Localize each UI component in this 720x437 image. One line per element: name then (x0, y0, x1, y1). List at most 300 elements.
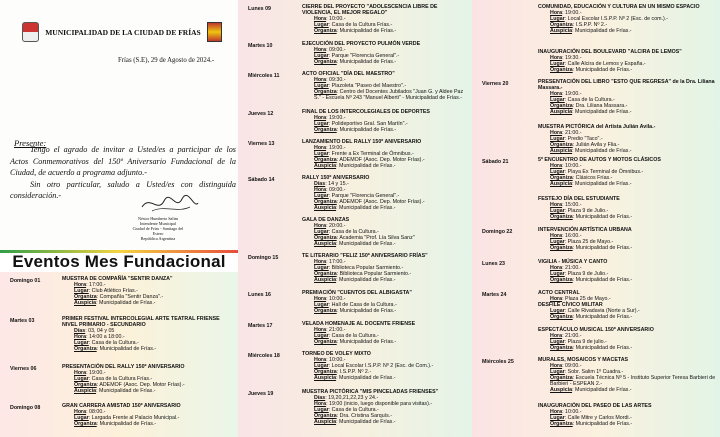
detail-label: Hora (314, 145, 327, 152)
event-detail-line: Organiza: Municipalidad de Frías.- (314, 127, 397, 134)
detail-value: ADEMOF (Asoc. Dep. Motor Frías).- (339, 199, 425, 206)
event-detail-line: Auspicia: Municipalidad de Frías.- (550, 28, 632, 35)
detail-value: Largada Frente al Palacio Municipal.- (91, 415, 180, 422)
detail-label: Organiza (314, 369, 337, 376)
detail-label: Lugar (314, 363, 329, 370)
detail-value: Dra. Liliana Massara.- (575, 103, 628, 110)
detail-value: Municipalidad de Frías.- (99, 346, 157, 353)
event-detail-line: Lugar: Hall de Casa de la Cultura.- (314, 302, 397, 309)
event-detail-line: Lugar: Plaza 9 de Julio.- (550, 271, 609, 278)
event-details (62, 364, 230, 394)
detail-label: Lugar (550, 169, 565, 176)
event-detail-line: Lugar: Biblioteca Popular Sarmiento.- (314, 265, 404, 272)
detail-value: Municipalidad de Frías.- (339, 419, 396, 426)
event-detail-line: Hora: 17:00.- (314, 259, 346, 266)
event-detail-line: Auspicia: Municipalidad de Frías.- (314, 205, 396, 212)
detail-label: Hora (314, 357, 327, 364)
detail-value: 19:00.- (329, 145, 346, 152)
event-details (538, 79, 718, 116)
event-detail-line: Lugar: Casa de la Cultura Frías.- (314, 22, 393, 29)
events-title: Eventos Mes Fundacional (12, 252, 226, 271)
event-detail-line: Auspicia: Municipalidad de Frías.- (314, 419, 396, 426)
event-detail-line: Hora: 08:00.- (74, 409, 106, 416)
event-detail-line: Organiza: Clásicos Frías.- (550, 175, 613, 182)
detail-label: Organiza (314, 339, 337, 346)
event-title: ACTO OFICIAL "DÍA DEL MAESTRO" (302, 71, 395, 77)
event-details (302, 217, 468, 247)
invitation-letter (0, 0, 238, 255)
detail-value: Parque "Florencia General".- (331, 53, 400, 60)
event-title: CIERRE DEL PROYECTO "ADOLESCENCIA LIBRE DE VIOLENCIA, EL MEJOR REGALO" (302, 4, 438, 17)
detail-label: Organiza (314, 235, 337, 242)
event-detail-line: Lugar: Plaza 25 de Mayo.- (550, 239, 614, 246)
detail-label: Auspicia (314, 205, 337, 212)
event-details (302, 4, 468, 34)
detail-value: Polideportivo Gral. San Martín".- (331, 121, 408, 128)
detail-label: Lugar (314, 302, 329, 309)
event-detail-line: Organiza: Municipalidad de Frías.- (550, 314, 633, 321)
event-details (538, 403, 718, 427)
detail-label: Días (314, 181, 326, 188)
event-details (538, 327, 718, 351)
event-day: Domingo 22 (482, 229, 513, 235)
detail-label: Organiza (550, 175, 573, 182)
event-detail-line: Organiza: Julián Avila y Flia.- (550, 142, 620, 149)
event-details (538, 227, 718, 251)
detail-label: Lugar (550, 61, 565, 68)
event-detail-line: Organiza: Municipalidad de Frías.- (314, 339, 397, 346)
event-detail-line: Hora: 21:00.- (550, 333, 582, 340)
event-detail-line: Hora: 19:00.- (314, 115, 346, 122)
detail-label: Organiza (314, 157, 337, 164)
event-day: Sábado 14 (248, 177, 275, 183)
detail-value: Municipalidad de Frías.- (99, 421, 157, 428)
detail-label: Hora (314, 77, 327, 84)
event-detail-line: Organiza: ADEMOF (Asoc. Dep. Motor Frías).- (314, 157, 425, 164)
event-detail-line: Lugar: Parque "Florencia General".- (314, 53, 400, 60)
detail-value: ADEMOF (Asoc. Dep. Motor Frías).- (99, 382, 185, 389)
event-details (538, 124, 718, 154)
detail-value: 21:00.- (329, 327, 346, 334)
detail-value: 10:00.- (329, 16, 346, 23)
detail-label: Lugar (550, 271, 565, 278)
event-detail-line: Hora: 09:00.- (550, 363, 582, 370)
detail-value: Municipalidad de Frías.- (339, 241, 396, 248)
detail-label: Organiza (550, 103, 573, 110)
detail-value: Municipalidad de Frías.- (575, 245, 633, 252)
event-detail-line: Organiza: Municipalidad de Frías.- (314, 28, 397, 35)
detail-label: Hora (314, 115, 327, 122)
event-detail-line: Organiza: Compañía "Sentir Danza".- (74, 294, 164, 301)
detail-value: Municipalidad de Frías.- (339, 28, 397, 35)
event-detail-line: Hora: Plaza 25 de Mayo.- (550, 296, 611, 303)
detail-value: 21:00.- (565, 130, 582, 137)
detail-label: Lugar (550, 308, 565, 315)
event-details (62, 316, 230, 353)
detail-label: Auspicia (314, 163, 337, 170)
event-day: Miércoles 18 (248, 353, 280, 359)
event-day: Jueves 19 (248, 391, 274, 397)
detail-label: Lugar (314, 333, 329, 340)
event-detail-line: Auspicia: Municipalidad de Frías.- (550, 148, 632, 155)
detail-label: Hora (314, 327, 327, 334)
event-detail-line: Lugar: Sobr. Salim 1º Cuadra.- (550, 369, 624, 376)
event-details (302, 351, 468, 381)
detail-label: Organiza (550, 214, 573, 221)
letter-paragraph: Sin otro particular, saludo a Usted/es con distinguida consideración.- (10, 179, 236, 200)
detail-label: Organiza (550, 277, 573, 284)
event-title: EJECUCIÓN DEL PROYECTO PULMÓN VERDE (302, 41, 421, 47)
detail-value: 10:00.- (329, 296, 346, 303)
events-panel-left (0, 272, 238, 437)
event-detail-line: Lugar: Local Escolar I.S.P.P. Nº 2 (Esc. de com.).- (550, 16, 669, 23)
event-title: FINAL DE LOS INTERCOLEGIALES DE DEPORTES (302, 109, 430, 115)
event-detail-line: Lugar: Calle Mitre y Carlos Mordi.- (550, 415, 632, 422)
detail-value: Casa de la Cultura.- (331, 407, 379, 414)
signature-scribble (140, 193, 200, 215)
detail-value: 19:00.- (89, 370, 106, 377)
detail-label: Hora (550, 130, 563, 137)
event-detail-line: Lugar: Playa Ex Terminal de Ómnibus.- (550, 169, 644, 176)
event-detail-line: Auspicia: Municipalidad de Frías.- (550, 109, 632, 116)
detail-label: Hora (314, 223, 327, 230)
event-title: TE LITERARIO "FELIZ 150º ANIVERSARIO FRÍAS" (302, 253, 428, 259)
event-detail-line: Organiza: Dra. Cristina Sarquís.- (314, 413, 393, 420)
detail-value: Centro del Docentes Jubilados "Juan G. y Aldee Paz S." - Escuela Nº 243 "Manuel Alberti" - Municipalidad de Frías.- (314, 89, 464, 102)
event-detail-line: Hora: 19:00.- (74, 370, 106, 377)
event-detail-line: Auspicia: Municipalidad de Frías.- (74, 300, 156, 307)
detail-value: Casa de la Cultura Frías.- (91, 376, 153, 383)
event-details (538, 4, 718, 34)
detail-value: Biblioteca Popular Sarmiento.- (339, 271, 412, 278)
event-detail-line: Lugar: Polideportivo Gral. San Martín".- (314, 121, 408, 128)
event-detail-line: Lugar: Plazoleta "Paseo del Maestro".- (314, 83, 407, 90)
detail-label: Hora (550, 10, 563, 17)
detail-value: 09:00.- (565, 363, 582, 370)
greeting: Presente: (14, 138, 47, 148)
detail-value: Calle Alcira de Lemos y España.- (567, 61, 646, 68)
detail-value: Parque "Florencia General".- (331, 193, 400, 200)
detail-label: Organiza (314, 28, 337, 35)
detail-label: Auspicia (550, 181, 573, 188)
event-details (62, 276, 230, 306)
detail-value: Municipalidad de Frías.- (339, 205, 396, 212)
event-detail-line: Organiza: Escuela Técnica Nº 5 - Instituto Superior Teresa Barbieri de Barbieri - ESPEAN 2.- (550, 375, 716, 388)
events-panel-middle (238, 0, 472, 437)
detail-value: Playa Ex Terminal de Ómnibus.- (567, 169, 644, 176)
detail-value: Plaza 9 de Julio.- (567, 208, 609, 215)
detail-label: Lugar (550, 239, 565, 246)
detail-label: Organiza (550, 22, 573, 29)
detail-value: Plaza 9 de Julio.- (567, 271, 609, 278)
detail-value: Dra. Cristina Sarquís.- (339, 413, 393, 420)
detail-label: Lugar (314, 193, 329, 200)
event-detail-line: Organiza: Municipalidad de Frías.- (550, 345, 633, 352)
detail-value: 21:00.- (565, 333, 582, 340)
event-detail-line: Lugar: Predio "Taco".- (550, 136, 603, 143)
detail-value: Escuela Técnica Nº 5 - Instituto Superior Teresa Barbieri de Barbieri - ESPEAN 2.- (550, 375, 716, 388)
event-details (302, 139, 468, 169)
detail-value: 19:00 (inicio, luego disponible para visitas).- (329, 401, 433, 408)
event-day: Viernes 20 (482, 81, 509, 87)
detail-value: Frente a Ex Terminal de Ómnibus.- (331, 151, 414, 158)
event-title: 5º ENCUENTRO DE AUTOS Y MOTOS CLÁSICOS (538, 157, 661, 163)
event-title: ESPECTÁCULO MUSICAL 150º ANIVERSARIO (538, 327, 654, 333)
detail-label: Auspicia (74, 300, 97, 307)
event-detail-line: Organiza: Municipalidad de Frías.- (550, 214, 633, 221)
detail-value: I.S.P.P. Nº 2.- (339, 369, 372, 376)
detail-label: Organiza (550, 375, 573, 382)
detail-value: 14 y 15.- (328, 181, 349, 188)
detail-label: Lugar (550, 97, 565, 104)
event-day: Viernes 06 (10, 366, 37, 372)
detail-label: Lugar (550, 369, 565, 376)
detail-value: Plazoleta "Paseo del Maestro".- (331, 83, 407, 90)
event-title: INAUGURACIÓN DEL PASEO DE LAS ARTES (538, 403, 652, 409)
detail-label: Organiza (314, 89, 337, 96)
event-day: Domingo 01 (10, 278, 41, 284)
event-day: Martes 10 (248, 43, 273, 49)
event-detail-line: Lugar: Plaza 9 de Julio.- (550, 208, 609, 215)
event-details (538, 357, 718, 394)
event-detail-line: Auspicia: Municipalidad de Frías.- (550, 387, 632, 394)
detail-value: 03, 04 y 05 (88, 328, 115, 335)
event-detail-line: Auspicia: Municipalidad de Frías.- (314, 277, 396, 284)
detail-value: Predio "Taco".- (567, 136, 603, 143)
detail-label: Auspicia (314, 277, 337, 284)
detail-label: Auspicia (550, 109, 573, 116)
detail-value: 08:00.- (89, 409, 106, 416)
event-detail-line: Auspicia: Municipalidad de Frías.- (314, 241, 396, 248)
detail-value: Municipalidad de Frías.- (339, 375, 396, 382)
event-detail-line: Organiza: Academia "Prof. Lía Silva Sanz" (314, 235, 415, 242)
detail-value: 17:00.- (329, 259, 346, 266)
detail-value: Casa de la Cultura.- (91, 340, 139, 347)
event-detail-line: Hora: 10:00.- (550, 409, 582, 416)
detail-label: Organiza (314, 308, 337, 315)
event-detail-line: Hora: 14:00 a 18:00.- (74, 334, 125, 341)
event-detail-line: Días: 19,20,21,22,23 y 24.- (314, 395, 379, 402)
detail-label: Hora (550, 409, 563, 416)
detail-label: Lugar (314, 83, 329, 90)
detail-value: 21:00.- (565, 265, 582, 272)
detail-value: Municipalidad de Frías.- (575, 109, 632, 116)
detail-label: Organiza (314, 199, 337, 206)
event-detail-line: Lugar: Parque "Florencia General".- (314, 193, 400, 200)
event-detail-line: Hora: 19:30.- (550, 55, 582, 62)
detail-value: Casa de la Cultura.- (567, 97, 615, 104)
event-title: FESTEJO DÍA DEL ESTUDIANTE (538, 196, 620, 202)
event-detail-line: Organiza: Municipalidad de Frías.- (550, 277, 633, 284)
detail-label: Hora (314, 187, 327, 194)
event-details (302, 41, 468, 65)
event-day: Martes 03 (10, 318, 35, 324)
event-detail-line: Organiza: Municipalidad de Frías.- (314, 59, 397, 66)
detail-label: Organiza (550, 314, 573, 321)
detail-value: 19:00.- (329, 115, 346, 122)
event-title: GRAN CARRERA AMISTAD 150º ANIVERSARIO (62, 403, 181, 409)
detail-value: Clásicos Frías.- (575, 175, 613, 182)
event-title: VIGILIA - MÚSICA Y CANTO (538, 259, 608, 265)
event-detail-line: Organiza: Municipalidad de Frías.- (74, 421, 157, 428)
detail-label: Lugar (314, 121, 329, 128)
detail-value: Municipalidad de Frías.- (575, 214, 633, 221)
detail-value: 10:00.- (329, 357, 346, 364)
event-details (302, 321, 468, 345)
event-detail-line: Hora: 09:30.- (314, 77, 346, 84)
detail-value: Hall de Casa de la Cultura.- (331, 302, 397, 309)
event-detail-line: Auspicia: Municipalidad de Frías.- (74, 388, 156, 395)
event-detail-line: Organiza: I.S.P.P. Nº 2.- (314, 369, 372, 376)
detail-value: 09:30.- (329, 77, 346, 84)
detail-value: Municipalidad de Frías.- (575, 387, 632, 394)
detail-value: Academia "Prof. Lía Silva Sanz" (339, 235, 415, 242)
event-detail-line: Días: 03, 04 y 05 (74, 328, 115, 335)
detail-value: 17:00.- (89, 282, 106, 289)
detail-label: Hora (314, 16, 327, 23)
event-day: Viernes 13 (248, 141, 275, 147)
event-title: COMUNIDAD, EDUCACIÓN Y CULTURA EN UN MISMO ESPACIO (538, 4, 700, 10)
detail-value: Municipalidad de Frías.- (339, 59, 397, 66)
detail-value: Biblioteca Popular Sarmiento.- (331, 265, 404, 272)
detail-label: Hora (314, 296, 327, 303)
detail-value: Calle Mitre y Carlos Mordi.- (567, 415, 632, 422)
detail-label: Hora (74, 409, 87, 416)
detail-value: Plaza 9 de julio.- (567, 339, 607, 346)
event-details (538, 259, 718, 283)
event-title: VELADA HOMENAJE AL DOCENTE FRIENSE (302, 321, 416, 327)
event-title: TORNEO DE VOLEY MIXTO (302, 351, 371, 357)
detail-label: Lugar (550, 339, 565, 346)
detail-value: Municipalidad de Frías.- (575, 277, 633, 284)
detail-value: 19:00.- (565, 10, 582, 17)
signature-line: Intendente Municipal (140, 221, 176, 226)
detail-label: Organiza (550, 245, 573, 252)
detail-label: Hora (550, 363, 563, 370)
event-detail-line: Organiza: Dra. Liliana Massara.- (550, 103, 628, 110)
municipality-name: MUNICIPALIDAD DE LA CIUDAD DE FRÍAS (45, 27, 201, 37)
detail-label: Organiza (550, 67, 573, 74)
detail-label: Auspicia (550, 28, 573, 35)
detail-label: Organiza (74, 294, 97, 301)
letter-body (10, 144, 236, 202)
detail-label: Lugar (314, 265, 329, 272)
letter-paragraph: Tengo el agrado de invitar a Usted/es a participar de los Actos Conmemorativos del 150º Aniversario Fundacional de la Ciudad, de acuerdo a programa adjunto.- (10, 145, 236, 177)
event-detail-line: Organiza: Centro del Docentes Jubilados "Juan G. y Aldee Paz S." - Escuela Nº 243 "Manuel Alberti" - Municipalidad de Frías.- (314, 89, 464, 102)
detail-label: Organiza (314, 127, 337, 134)
detail-label: Hora (74, 334, 87, 341)
detail-value: Municipalidad de Frías.- (575, 28, 632, 35)
detail-label: Organiza (74, 346, 97, 353)
detail-label: Hora (550, 55, 563, 62)
event-details (302, 109, 468, 133)
event-details (538, 196, 718, 220)
detail-label: Hora (314, 401, 327, 408)
event-detail-line: Hora: 10:00.- (314, 296, 346, 303)
detail-value: Municipalidad de Frías.- (339, 127, 397, 134)
event-detail-line: Hora: 19:00.- (314, 145, 346, 152)
event-title: INAUGURACIÓN DEL BOULEVARD "ALCIRA DE LEMOS" (538, 49, 682, 55)
event-detail-line: Lugar: Frente a Ex Terminal de Ómnibus.- (314, 151, 414, 158)
detail-value: Local Escolar I.S.P.P. Nº 2 (Esc. de com.).- (567, 16, 669, 23)
event-day: Lunes 16 (248, 292, 271, 298)
event-detail-line: Auspicia: Municipalidad de Frías.- (314, 163, 396, 170)
event-detail-line: Hora: 16:00.- (550, 233, 582, 240)
event-detail-line: Hora: 19:00.- (550, 10, 582, 17)
letter-date: Frías (S.E), 29 de Agosto de 2024.- (118, 57, 215, 64)
detail-label: Hora (550, 265, 563, 272)
detail-value: Municipalidad de Frías.- (339, 339, 397, 346)
event-detail-line: Hora: 10:00.- (550, 163, 582, 170)
event-title: ACTO CENTRAL (538, 290, 580, 296)
detail-value: Compañía "Sentir Danza".- (99, 294, 164, 301)
event-detail-line: Hora: 09:00.- (314, 187, 346, 194)
event-detail-line: Organiza: Municipalidad de Frías.- (550, 245, 633, 252)
detail-value: Municipalidad de Frías.- (339, 308, 397, 315)
detail-value: 10:00.- (565, 409, 582, 416)
event-day: Domingo 15 (248, 255, 279, 261)
detail-label: Lugar (314, 53, 329, 60)
detail-label: Lugar (550, 208, 565, 215)
detail-value: Municipalidad de Frías.- (575, 421, 633, 428)
event-detail-line: Hora: 17:00.- (74, 282, 106, 289)
detail-value: 16:00.- (565, 233, 582, 240)
event-day: Lunes 23 (482, 261, 505, 267)
event-detail-line: Hora: 09:00.- (314, 47, 346, 54)
event-detail-line: Organiza: Municipalidad de Frías.- (550, 67, 633, 74)
detail-label: Lugar (74, 288, 89, 295)
detail-value: Municipalidad de Frías.- (575, 345, 633, 352)
detail-label: Lugar (314, 151, 329, 158)
event-details (302, 253, 468, 283)
event-detail-line: Organiza: Municipalidad de Frías.- (314, 308, 397, 315)
detail-label: Hora (550, 163, 563, 170)
event-detail-line: Lugar: Casa de la Cultura.- (314, 333, 379, 340)
detail-label: Hora (74, 282, 87, 289)
detail-value: Plaza 25 de Mayo.- (565, 296, 611, 303)
detail-label: Hora (550, 333, 563, 340)
detail-value: 20:00.- (329, 223, 346, 230)
event-title: MUESTRA DE COMPAÑÍA "SENTIR DANZA" (62, 276, 173, 282)
event-title: RALLY 150º ANIVERSARIO (302, 175, 370, 181)
signature-line: Néstor Humberto Salim (137, 216, 178, 221)
detail-label: Organiza (550, 345, 573, 352)
event-details (538, 157, 718, 187)
detail-label: Auspicia (314, 419, 337, 426)
event-title: MURALES, MOSAICOS Y MACETAS (538, 357, 629, 363)
detail-label: Días (74, 328, 86, 335)
event-detail-line: Lugar: Casa de la Cultura Frías.- (74, 376, 153, 383)
detail-label: Lugar (74, 376, 89, 383)
detail-label: Lugar (550, 136, 565, 143)
event-detail-line: Hora: 21:00.- (550, 265, 582, 272)
event-details (538, 49, 718, 73)
signature-block (128, 216, 188, 241)
event-detail-line: Lugar: Casa de la Cultura.- (74, 340, 139, 347)
event-details (302, 290, 468, 314)
event-title: LANZAMIENTO DEL RALLY 150º ANIVERSARIO (302, 139, 422, 145)
detail-value: Municipalidad de Frías.- (99, 388, 156, 395)
detail-label: Lugar (314, 407, 329, 414)
event-day: Miércoles 11 (248, 73, 280, 79)
detail-value: I.S.P.P. Nº 2.- (575, 22, 608, 29)
detail-value: Municipalidad de Frías.- (575, 148, 632, 155)
signature-line: República Argentina (140, 236, 176, 241)
detail-label: Auspicia (74, 388, 97, 395)
detail-value: ADEMOF (Asoc. Dep. Motor Frías).- (339, 157, 425, 164)
event-detail-line: Lugar: Casa de la Cultura.- (550, 97, 615, 104)
event-title: PREMIACIÓN "CUENTOS DEL ALBIGASTA" (302, 290, 412, 296)
